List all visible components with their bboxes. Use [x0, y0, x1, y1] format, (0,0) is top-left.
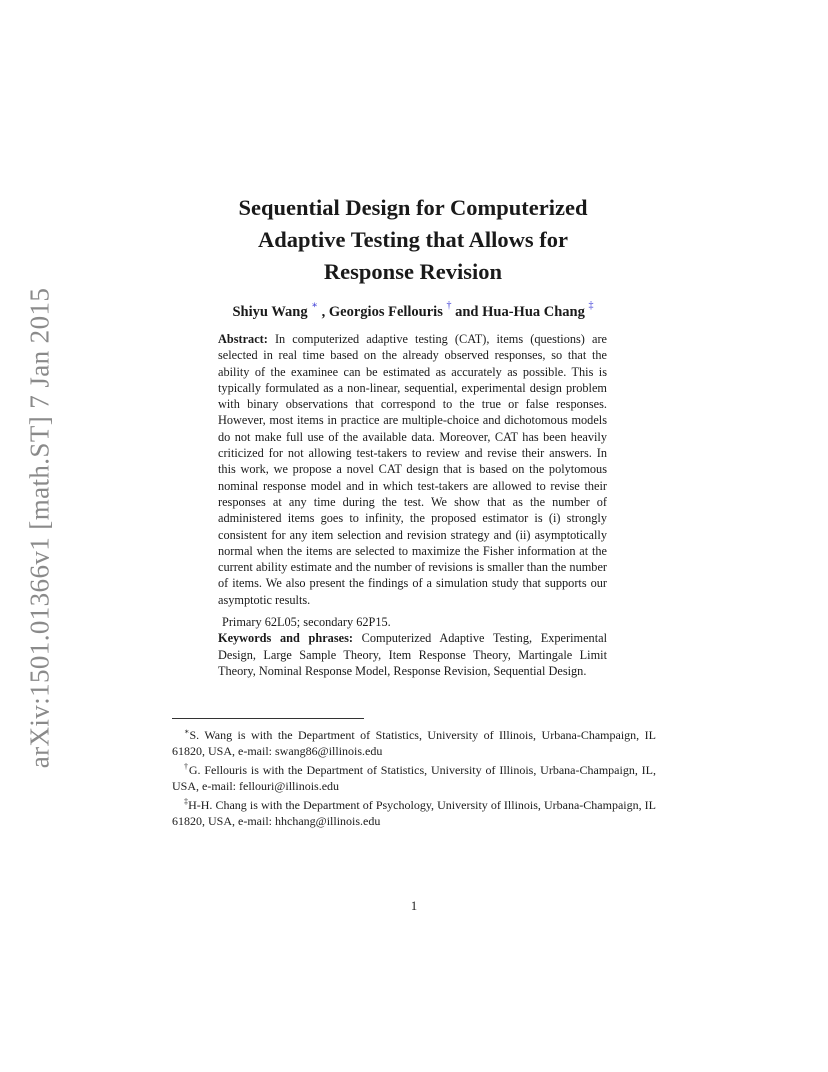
abstract-block: [218, 331, 607, 679]
paper-title: [150, 192, 676, 288]
author-name: Hua-Hua Chang: [482, 303, 585, 320]
footnote-text: H-H. Chang is with the Department of Psychology, University of Illinois, Urbana-Champaign, IL 61820, USA, e-mail: hhchang@illinois.edu: [172, 798, 657, 829]
arxiv-identifier-text: arXiv:1501.01366v1 [math.ST] 7 Jan 2015: [24, 287, 55, 768]
footnote-mark: †: [184, 762, 189, 772]
title-line: Sequential Design for Computerized: [238, 195, 588, 220]
abstract-text: In computerized adaptive testing (CAT), items (questions) are selected in real time based on the already observed responses, so that the ability of the examinee can be estimated as accurately as possible. This is typically formulated as a non-linear, sequential, experimental design problem with binary observations that correspond to the true or false responses. However, most items in practice are multiple-choice and dichotomous models do not make full use of the available data. Moreover, CAT has been heavily criticized for not allowing test-takers to review and revise their answers. In this work, we propose a novel CAT design that is based on the polytomous nominal response model and in which test-takers are allowed to revise their responses at any time during the test. We show that as the number of administered items goes to infinity, the proposed estimator is (i) strongly consistent for any item selection and revision strategy and (ii) asymptotically normal when the items are selected to maximize the Fisher information at the current ability estimate and the number of revisions is smaller than the number of items. We also present the findings of a simulation study that supports our asymptotic results.: [218, 332, 607, 607]
abstract-label: Abstract:: [218, 332, 268, 346]
abstract-paragraph: [218, 331, 607, 608]
footnote: [172, 759, 656, 794]
arxiv-identifier-stamp: [20, 285, 60, 770]
footnote-divider: [172, 718, 364, 719]
keywords-label: Keywords and phrases:: [218, 631, 353, 646]
footnote: [172, 794, 656, 829]
footnotes: [172, 724, 656, 830]
keywords-text: Computerized Adaptive Testing, Experimental Design, Large Sample Theory, Item Response Theory, Martingale Limit Theory, Nominal Response Model, Response Revision, Sequential Design.: [218, 631, 607, 678]
keywords-paragraph: [218, 630, 607, 679]
footnote: [172, 724, 656, 759]
footnote-mark: ‡: [184, 797, 189, 807]
footnote-mark: ∗: [184, 727, 190, 736]
author-separator: ,: [321, 303, 326, 320]
author-list: [160, 302, 666, 321]
footnote-text: S. Wang is with the Department of Statistics, University of Illinois, Urbana-Champaign, IL 61820, USA, e-mail: swang86@illinois.edu: [172, 728, 656, 759]
msc-classification: Primary 62L05; secondary 62P15.: [222, 615, 391, 630]
author-conjunction: and: [455, 303, 479, 320]
title-line: Response Revision: [323, 259, 503, 284]
author-footnote-mark[interactable]: ∗: [311, 300, 319, 311]
author-name: Shiyu Wang: [232, 303, 308, 320]
title-line: Adaptive Testing that Allows for: [257, 227, 569, 252]
page-number: 1: [410, 899, 418, 913]
author-footnote-mark[interactable]: †: [446, 300, 452, 311]
author-footnote-mark[interactable]: ‡: [588, 300, 594, 311]
footnote-text: G. Fellouris is with the Department of Statistics, University of Illinois, Urbana-Champaign, IL, USA, e-mail: fellouri@illinois.edu: [172, 763, 656, 794]
author-name: Georgios Fellouris: [328, 303, 443, 320]
